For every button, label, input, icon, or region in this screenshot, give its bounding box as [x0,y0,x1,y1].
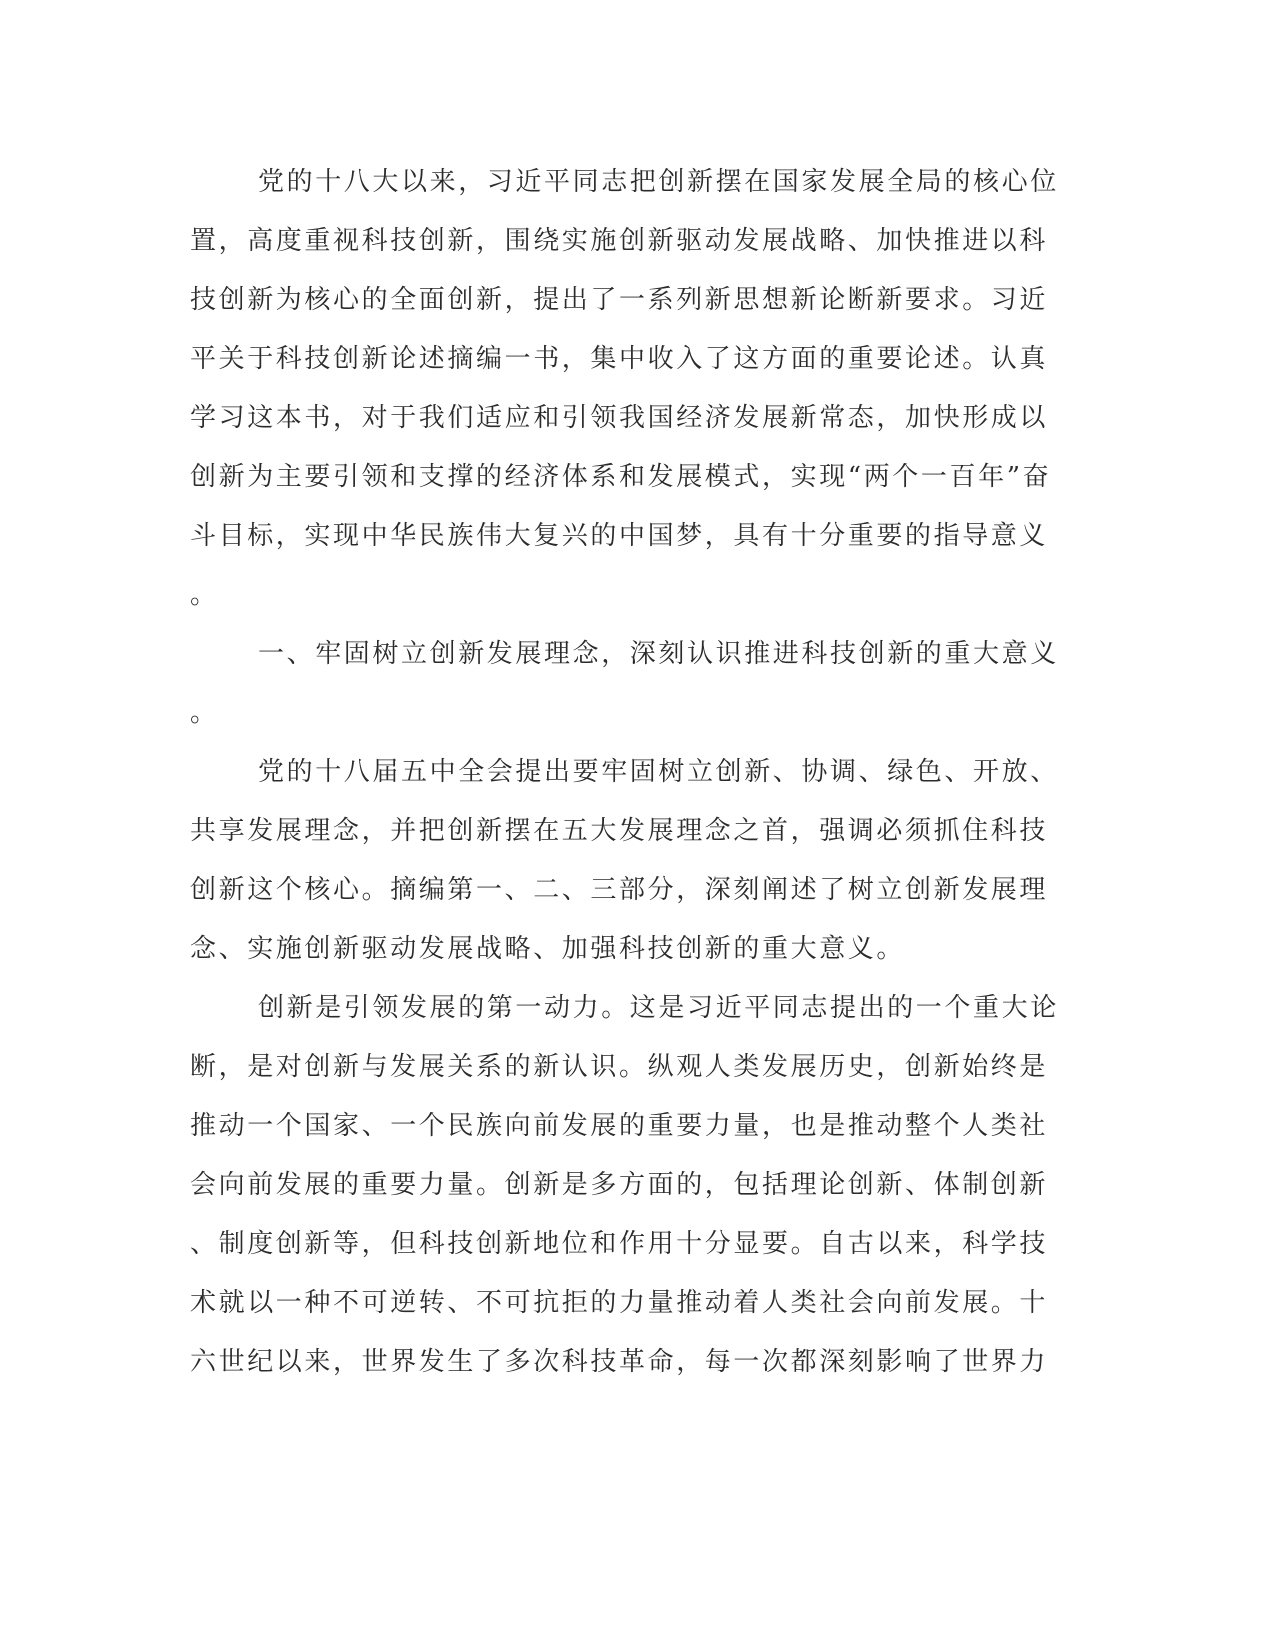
text-line: 斗目标，实现中华民族伟大复兴的中国梦，具有十分重要的指导意义 [190,521,1049,551]
text-line: 共享发展理念，并把创新摆在五大发展理念之首，强调必须抓住科技 [190,816,1049,846]
text-line: 会向前发展的重要力量。创新是多方面的，包括理论创新、体制创新 [190,1170,1049,1200]
text-line: 术就以一种不可逆转、不可抗拒的力量推动着人类社会向前发展。十 [190,1288,1049,1318]
section-heading: 一、牢固树立创新发展理念，深刻认识推进科技创新的重大意义 [258,639,1059,669]
text-line: 党的十八届五中全会提出要牢固树立创新、协调、绿色、开放、 [258,757,1059,787]
text-line: 断，是对创新与发展关系的新认识。纵观人类发展历史，创新始终是 [190,1052,1049,1082]
text-line: 学习这本书，对于我们适应和引领我国经济发展新常态，加快形成以 [190,403,1049,433]
text-line: 平关于科技创新论述摘编一书，集中收入了这方面的重要论述。认真 [190,344,1049,374]
text-line: 、制度创新等，但科技创新地位和作用十分显要。自古以来，科学技 [190,1229,1049,1259]
text-line: 党的十八大以来，习近平同志把创新摆在国家发展全局的核心位 [258,167,1059,197]
text-line: 创新这个核心。摘编第一、二、三部分，深刻阐述了树立创新发展理 [190,875,1049,905]
text-line: 。 [190,580,219,610]
text-line: 创新是引领发展的第一动力。这是习近平同志提出的一个重大论 [258,993,1059,1023]
text-line: 创新为主要引领和支撑的经济体系和发展模式，实现“两个一百年”奋 [190,462,1052,492]
text-line: 推动一个国家、一个民族向前发展的重要力量，也是推动整个人类社 [190,1111,1049,1141]
text-line: 念、实施创新驱动发展战略、加强科技创新的重大意义。 [190,934,906,964]
text-line: 置，高度重视科技创新，围绕实施创新驱动发展战略、加快推进以科 [190,226,1049,256]
text-line: 技创新为核心的全面创新，提出了一系列新思想新论断新要求。习近 [190,285,1049,315]
text-line: 。 [190,698,219,728]
text-line: 六世纪以来，世界发生了多次科技革命，每一次都深刻影响了世界力 [190,1347,1049,1377]
